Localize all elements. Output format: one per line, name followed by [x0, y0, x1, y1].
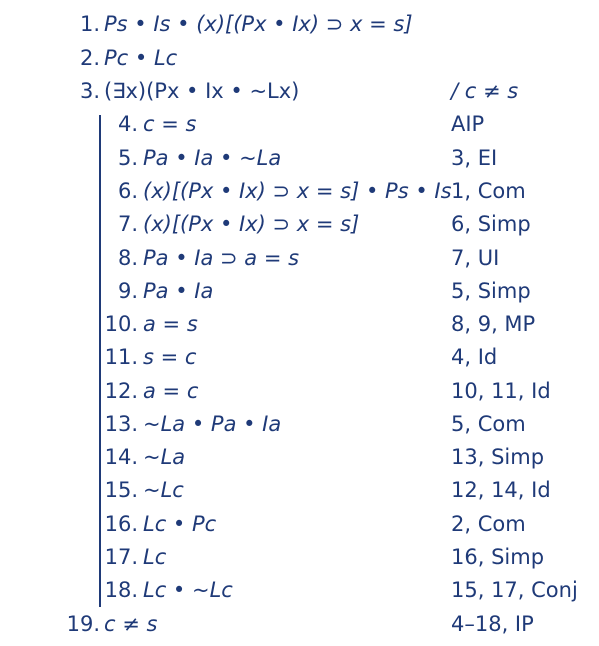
proof-line-16: [0, 508, 599, 541]
proof-line-1: [0, 8, 599, 41]
line-number: 2.: [79, 46, 100, 70]
formula: s = c: [143, 345, 197, 369]
proof-line-5: [0, 142, 599, 175]
justification: 5, Com: [451, 412, 526, 436]
formula: c = s: [143, 112, 197, 136]
formula: Ps • Is • (x)[(Px • Ix) ⊃ x = s]: [104, 12, 413, 36]
proof-line-15: [0, 474, 599, 507]
line-number: 9.: [117, 279, 138, 303]
formula: Lc • ~Lc: [143, 578, 233, 602]
line-number: 17.: [104, 545, 138, 569]
justification: 4–18, IP: [451, 612, 534, 636]
formula: ~La • Pa • Ia: [143, 412, 282, 436]
proof-line-9: [0, 275, 599, 308]
line-number: 15.: [104, 478, 138, 502]
line-number: 10.: [104, 312, 138, 336]
line-number: 12.: [104, 379, 138, 403]
line-number: 14.: [104, 445, 138, 469]
proof-line-14: [0, 441, 599, 474]
line-number: 7.: [117, 212, 138, 236]
formula: Pa • Ia • ~La: [143, 146, 282, 170]
line-number: 6.: [117, 179, 138, 203]
proof-line-8: [0, 242, 599, 275]
formula: (x)[(Px • Ix) ⊃ x = s]: [143, 212, 360, 236]
proof-line-2: [0, 42, 599, 75]
formula: Lc • Pc: [143, 512, 217, 536]
justification: 16, Simp: [451, 545, 545, 569]
formula: a = s: [143, 312, 198, 336]
justification: 5, Simp: [451, 279, 531, 303]
formula: ~Lc: [143, 478, 184, 502]
justification: 13, Simp: [451, 445, 545, 469]
formula: a = c: [143, 379, 199, 403]
proof-line-10: [0, 308, 599, 341]
proof-line-17: [0, 541, 599, 574]
line-number: 13.: [104, 412, 138, 436]
proof-line-13: [0, 408, 599, 441]
justification: 7, UI: [451, 246, 500, 270]
proof-line-18: [0, 574, 599, 607]
formula: Pa • Ia: [143, 279, 214, 303]
justification: 15, 17, Conj: [451, 578, 578, 602]
justification: 2, Com: [451, 512, 526, 536]
justification: 1, Com: [451, 179, 526, 203]
line-number: 5.: [117, 146, 138, 170]
justification: AIP: [451, 112, 485, 136]
justification: 6, Simp: [451, 212, 531, 236]
justification: 10, 11, Id: [451, 379, 551, 403]
formula: Pc • Lc: [104, 46, 178, 70]
line-number: 3.: [79, 79, 100, 103]
justification: 8, 9, MP: [451, 312, 536, 336]
justification: 4, Id: [451, 345, 498, 369]
line-number: 1.: [79, 12, 100, 36]
line-number: 19.: [66, 612, 100, 636]
justification: 12, 14, Id: [451, 478, 551, 502]
line-number: 16.: [104, 512, 138, 536]
proof-line-11: [0, 341, 599, 374]
line-number: 4.: [117, 112, 138, 136]
line-number: 8.: [117, 246, 138, 270]
justification: 3, EI: [451, 146, 498, 170]
line-number: 11.: [104, 345, 138, 369]
conclusion-target: / c ≠ s: [451, 79, 519, 103]
formula: (x)[(Px • Ix) ⊃ x = s] • Ps • Is: [143, 179, 452, 203]
formula: Pa • Ia ⊃ a = s: [143, 246, 300, 270]
proof-line-7: [0, 208, 599, 241]
formula: ~La: [143, 445, 186, 469]
proof-line-19: [0, 608, 599, 641]
proof-line-3: [0, 75, 599, 108]
formula: c ≠ s: [104, 612, 158, 636]
proof-line-12: [0, 375, 599, 408]
proof-line-4: [0, 108, 599, 141]
formula: Lc: [143, 545, 167, 569]
formula: (∃x)(Px • Ix • ~Lx): [104, 79, 300, 103]
line-number: 18.: [104, 578, 138, 602]
proof-line-6: [0, 175, 599, 208]
